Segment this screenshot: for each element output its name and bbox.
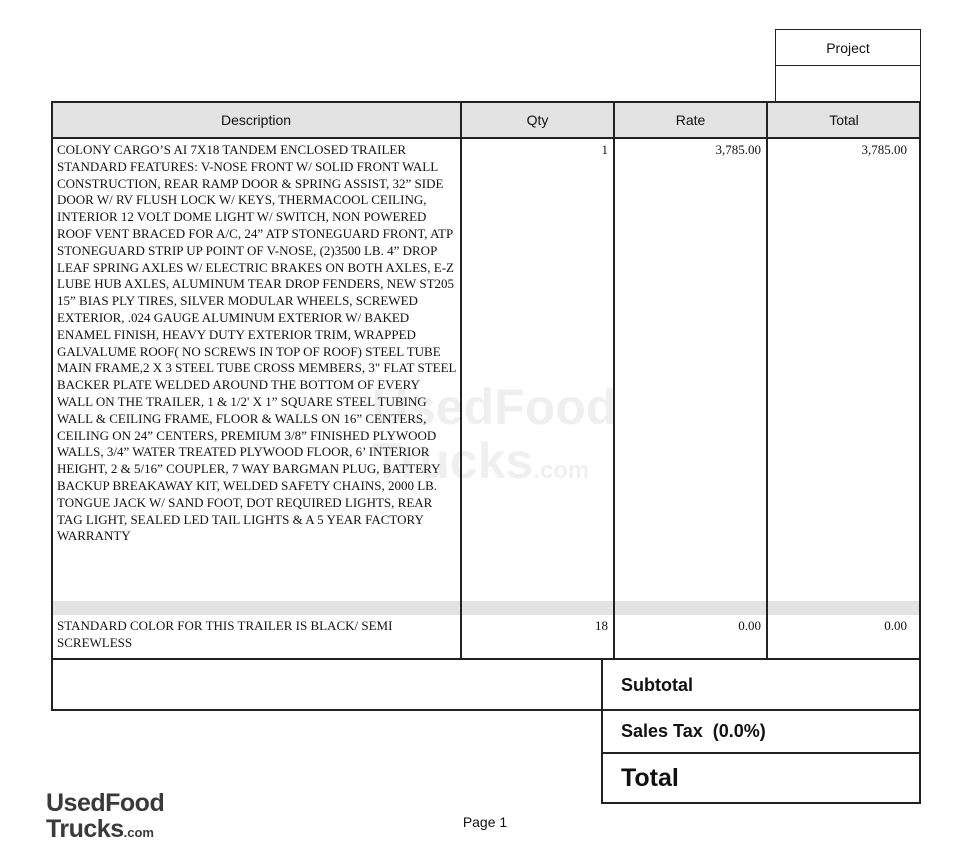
row-separator-band [52,601,920,615]
project-value [776,66,920,101]
usedfoodtrucks-logo [46,790,164,846]
row2-description: STANDARD COLOR FOR THIS TRAILER IS BLACK/ SEMI SCREWLESS [57,618,393,650]
table-border-right [919,101,921,660]
project-label: Project [776,30,920,66]
table-border-bottom [51,658,921,660]
summary-bottom [601,802,921,804]
watermark-line1: UsedFood [372,379,617,435]
summary-right-border [919,658,921,804]
col-divider-total [766,101,768,660]
col-header-qty: Qty [462,102,613,137]
row2-qty: 18 [595,618,608,633]
table-border-top [51,101,921,103]
sales-tax-label: Sales Tax (0.0%) [621,721,766,741]
row1-rate: 3,785.00 [715,142,761,157]
col-header-rate: Rate [615,102,766,137]
row1-total: 3,785.00 [861,142,907,157]
total-label: Total [621,763,679,792]
summary-divider [601,658,603,804]
table-border-left [51,101,53,660]
row2-total: 0.00 [884,618,907,633]
watermark-suffix: .com [533,457,590,484]
watermark-line2-text: Trucks [372,433,534,489]
summary-left-border [51,658,53,710]
row1-description: COLONY CARGO’S AI 7X18 TANDEM ENCLOSED TRAILER STANDARD FEATURES: V-NOSE FRONT W/ SOLID FRONT WALL CONSTRUCTION, REAR RAMP DOOR & SPRING ASSIST, 32” SIDE DOOR W/ RV FLUSH LOCK W/ KEYS, THERMACOOL CEILING, INTERIOR 12 VOLT DOME LIGHT W/ SWITCH, NON POWERED ROOF VENT BRACED FOR A/C, 24” ATP STONEGUARD FRONT, ATP STONEGUARD STRIP UP POINT OF V-NOSE, (2)3500 LB. 4” DROP LEAF SPRING AXLES W/ ELECTRIC BRAKES ON BOTH AXLES, E-Z LUBE HUB AXLES, ALUMINUM TEAR DROP FENDERS, NEW ST205 15” BIAS PLY TIRES, SILVER MODULAR WHEELS, SCREWED EXTERIOR, .024 GAUGE ALUMINUM EXTERIOR W/ BAKED ENAMEL FINISH, HEAVY DUTY EXTERIOR TRIM, WRAPPED GALVALUME ROOF( NO SCREWS IN TOP OF ROOF) STEEL TUBE MAIN FRAME,2 X 3 STEEL TUBE CROSS MEMBERS, 3" FLAT STEEL BACKER PLATE WELDED AROUND THE BOTTOM OF EVERY WALL ON THE TRAILER, 1 & 1/2' X 1” SQUARE STEEL TUBING WALL & CEILING FRAME, FLOOR & WALLS ON 16” CENTERS, CEILING ON 24” CENTERS, PREMIUM 3/8” FINISHED PLYWOOD WALLS, 3/4” WATER TREATED PLYWOOD FLOOR, 6’ INTERIOR HEIGHT, 2 & 5/16” COUPLER, 7 WAY BARGMAN PLUG, BATTERY BACKUP BREAKAWAY KIT, WELDED SAFETY CHAINS, 2000 LB. TONGUE JACK W/ SAND FOOT, DOT REQUIRED LIGHTS, REAR TAG LIGHT, SEALED LED TAIL LIGHTS & A 5 YEAR FACTORY WARRANTY [57,142,456,544]
col-divider-qty [460,101,462,660]
row2-rate: 0.00 [738,618,761,633]
row1-qty: 1 [601,142,608,157]
project-box [775,29,921,102]
subtotal-label: Subtotal [621,674,693,695]
logo-line2-text: Trucks [46,815,124,843]
col-header-total: Total [768,102,920,137]
logo-line2 [46,816,164,846]
logo-line1: UsedFood [46,789,165,817]
page-number: Page 1 [462,814,508,830]
logo-suffix: .com [123,825,154,840]
col-header-description: Description [52,102,460,137]
col-divider-rate [613,101,615,660]
table-header-bottom [51,137,921,139]
